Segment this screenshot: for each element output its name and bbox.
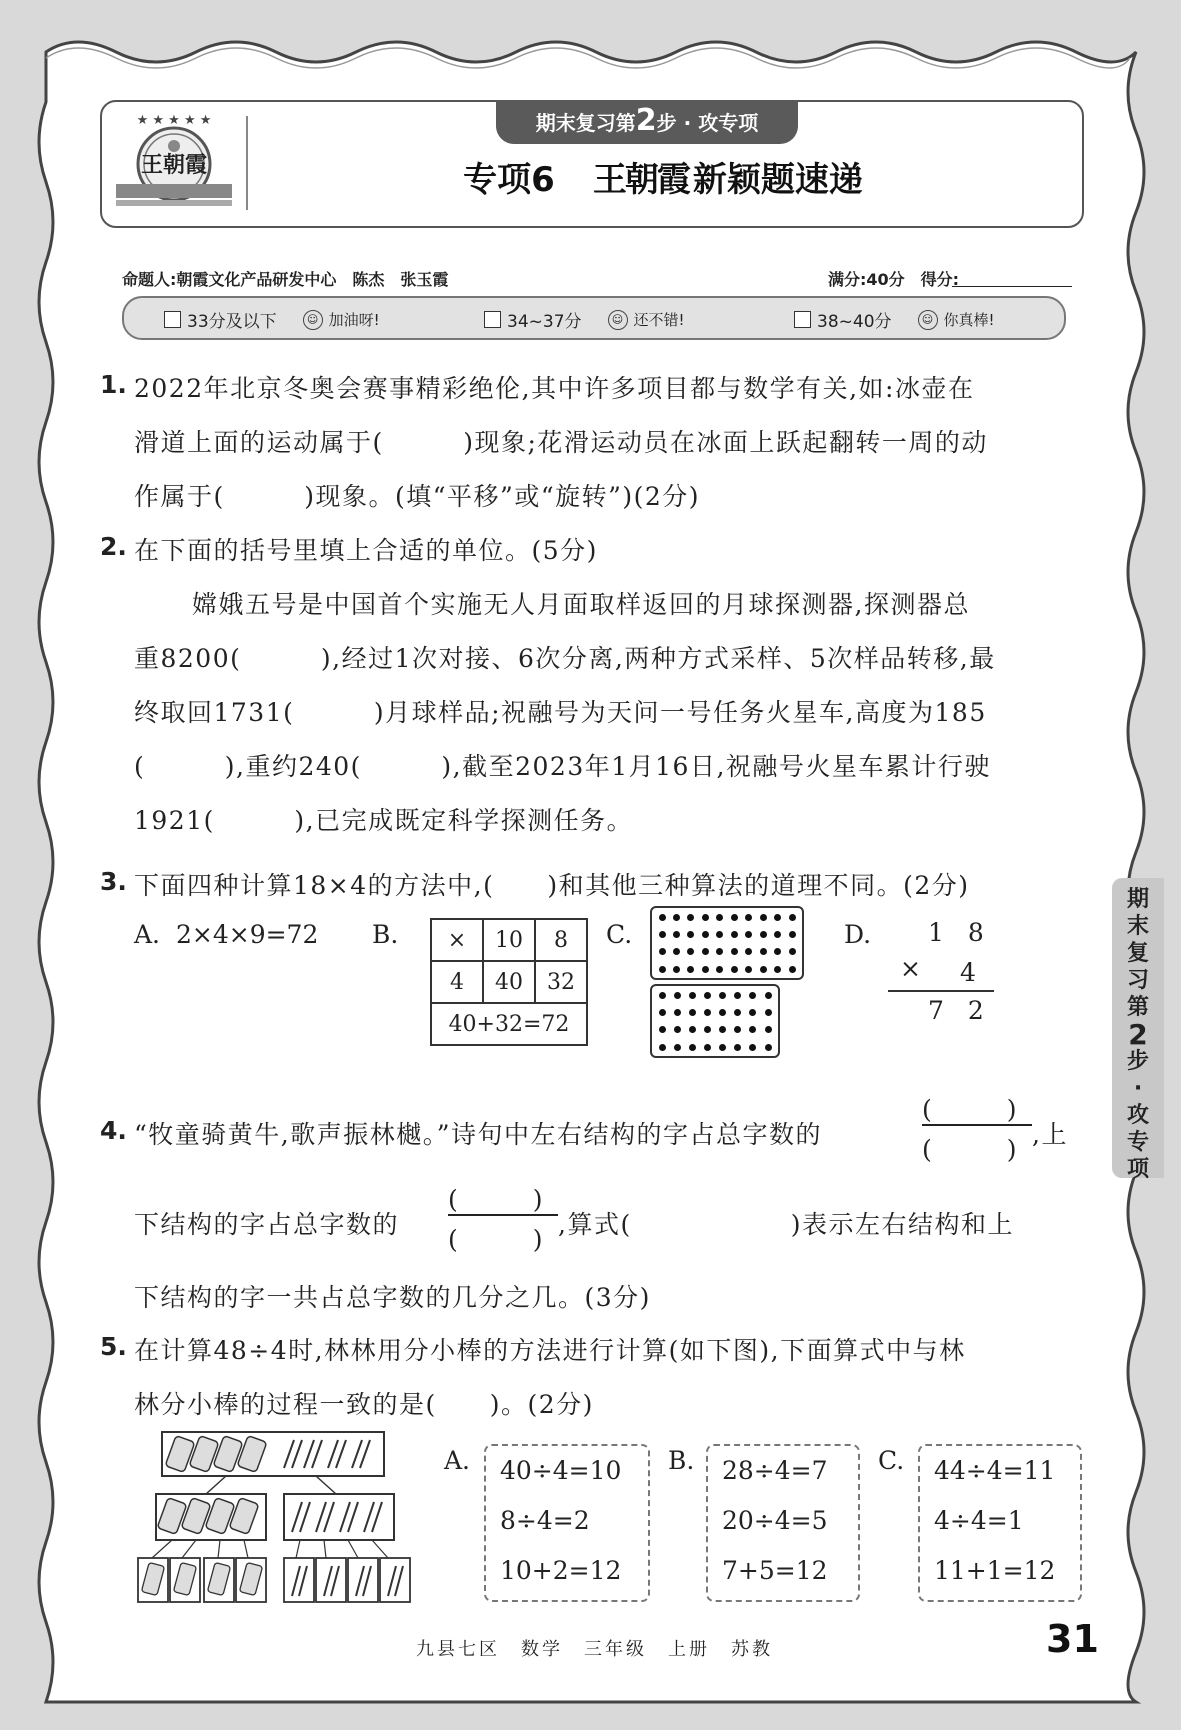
dot <box>659 1026 666 1033</box>
dot <box>716 966 723 973</box>
q2-line-6: 1921( ),已完成既定科学探测任务。 <box>134 806 634 835</box>
dot <box>789 966 796 973</box>
dot <box>789 914 796 921</box>
dot <box>749 1044 756 1051</box>
side-tab-char: 复 <box>1126 941 1149 966</box>
q2-line-2: 嫦娥五号是中国首个实施无人月面取样返回的月球探测器,探测器总 <box>192 590 970 619</box>
side-tab-char: 末 <box>1126 914 1149 939</box>
q4-frac1-numerator[interactable]: ( ) <box>922 1095 1017 1124</box>
dot <box>719 992 726 999</box>
dot <box>704 1044 711 1051</box>
dot <box>760 966 767 973</box>
checkbox-icon[interactable] <box>164 311 181 328</box>
dot <box>765 1026 772 1033</box>
q2-line-4: 终取回1731( )月球样品;祝融号为天问一号任务火星车,高度为185 <box>134 698 987 727</box>
q4-line-1-tail: ,上 <box>1032 1120 1068 1149</box>
q4-frac2-denominator[interactable]: ( ) <box>448 1225 543 1254</box>
side-tab-char: 习 <box>1126 968 1149 993</box>
dot <box>774 914 781 921</box>
rating-message: 还不错! <box>633 311 685 329</box>
q5-line-1: 在计算48÷4时,林林用分小棒的方法进行计算(如下图),下面算式中与林 <box>134 1336 966 1365</box>
q3-option-c-label[interactable]: C. <box>606 920 633 949</box>
dot <box>749 992 756 999</box>
score-blank[interactable] <box>952 286 1072 287</box>
logo-text: 王朝霞 <box>140 152 208 178</box>
dot <box>673 914 680 921</box>
dot <box>716 931 723 938</box>
page-title <box>246 152 1080 201</box>
stick-bundles-diagram <box>136 1430 436 1614</box>
q1-line-3: 作属于( )现象。(填“平移”或“旋转”)(2分) <box>134 482 701 511</box>
q4-line-2-pre: 下结构的字占总字数的 <box>134 1210 400 1239</box>
vertical-calc-top: 1 8 <box>928 918 992 947</box>
dot <box>731 914 738 921</box>
rating-high[interactable] <box>794 307 995 332</box>
dot <box>687 966 694 973</box>
table-cell: 8 <box>535 919 587 961</box>
dot <box>774 948 781 955</box>
q3-option-d-label[interactable]: D. <box>844 920 872 949</box>
q5-number: 5. <box>100 1332 127 1361</box>
dot <box>719 1026 726 1033</box>
dot <box>702 931 709 938</box>
dot <box>659 1044 666 1051</box>
table-cell: 4 <box>431 961 483 1003</box>
q4-frac1-denominator[interactable]: ( ) <box>922 1135 1017 1164</box>
table-sum-cell: 40+32=72 <box>431 1003 587 1045</box>
svg-text:★ ★ ★ ★ ★: ★ ★ ★ ★ ★ <box>136 113 212 128</box>
dot <box>760 931 767 938</box>
dot <box>689 992 696 999</box>
banner-step-number: 2 <box>635 103 657 138</box>
title-brand: 王朝霞 <box>592 160 689 200</box>
dot <box>734 1026 741 1033</box>
side-tab-char: 步 <box>1126 1049 1149 1074</box>
dot <box>760 914 767 921</box>
dot <box>659 992 666 999</box>
q5-option-c-line-3: 11+1=12 <box>934 1556 1056 1585</box>
dot <box>704 1026 711 1033</box>
dot <box>745 948 752 955</box>
dot <box>689 1044 696 1051</box>
q2-line-5: ( ),重约240( ),截至2023年1月16日,祝融号火星车累计行驶 <box>134 752 991 781</box>
vertical-calc-multiplier: 4 <box>960 958 976 987</box>
q5-option-c-label[interactable]: C. <box>878 1446 905 1475</box>
rating-low[interactable] <box>164 307 380 332</box>
vertical-calc-operator: × <box>900 954 921 983</box>
q3-number: 3. <box>100 867 127 896</box>
smiley-icon: ☺ <box>608 310 628 330</box>
table-cell: 10 <box>483 919 535 961</box>
dot <box>702 914 709 921</box>
dot <box>674 1044 681 1051</box>
dot <box>765 992 772 999</box>
dot <box>749 1026 756 1033</box>
q4-line-3: 下结构的字一共占总字数的几分之几。(3分) <box>134 1283 651 1312</box>
dot <box>659 948 666 955</box>
q2-number: 2. <box>100 532 127 561</box>
q5-option-a-line-2: 8÷4=2 <box>500 1506 590 1535</box>
dot <box>659 1009 666 1016</box>
rating-mid[interactable] <box>484 307 685 332</box>
banner-post: 步 · 攻专项 <box>656 111 759 135</box>
table-cell: 40 <box>483 961 535 1003</box>
author-line: 命题人:朝霞文化产品研发中心 陈杰 张玉霞 <box>122 270 449 289</box>
dot <box>673 966 680 973</box>
dot <box>687 948 694 955</box>
dot <box>719 1044 726 1051</box>
dot <box>689 1009 696 1016</box>
dot <box>765 1009 772 1016</box>
rating-message: 加油呀! <box>328 311 380 329</box>
side-tab-char: 2 <box>1128 1018 1148 1051</box>
full-score: 满分:40分 得分: <box>828 270 960 289</box>
q4-frac2-numerator[interactable]: ( ) <box>448 1185 543 1214</box>
fraction-bar <box>448 1214 558 1216</box>
q5-option-c-line-1: 44÷4=11 <box>934 1456 1056 1485</box>
dot <box>674 992 681 999</box>
brand-logo <box>110 110 238 218</box>
title-suffix: 新颖题速递 <box>692 160 863 200</box>
title-prefix: 专项6 <box>463 160 555 200</box>
rating-range: 33分及以下 <box>187 312 277 332</box>
self-rating-bar <box>122 296 1066 340</box>
checkbox-icon[interactable] <box>794 311 811 328</box>
dot <box>719 1009 726 1016</box>
dot <box>745 931 752 938</box>
worksheet-page <box>16 12 1164 1718</box>
smiley-icon: ☺ <box>918 310 938 330</box>
dot <box>734 1044 741 1051</box>
dot <box>702 948 709 955</box>
side-tab-char: 项 <box>1126 1157 1149 1182</box>
table-cell: 32 <box>535 961 587 1003</box>
q4-line-2-post: ,算式( )表示左右结构和上 <box>558 1210 1014 1239</box>
rating-range: 34~37分 <box>507 312 582 332</box>
side-tab-char: · <box>1133 1076 1143 1101</box>
dot <box>659 931 666 938</box>
page-number: 31 <box>1046 1617 1099 1661</box>
dot <box>731 948 738 955</box>
side-tab-char: 期 <box>1126 887 1149 912</box>
q5-line-2: 林分小棒的过程一致的是( )。(2分) <box>134 1390 594 1419</box>
q3-line-1: 下面四种计算18×4的方法中,( )和其他三种算法的道理不同。(2分) <box>134 871 970 900</box>
q4-line-1: “牧童骑黄牛,歌声振林樾。”诗句中左右结构的字占总字数的 <box>134 1120 823 1149</box>
q4-number: 4. <box>100 1116 127 1145</box>
footer-info: 九县七区 数学 三年级 上册 苏教 <box>416 1639 773 1660</box>
dot <box>716 948 723 955</box>
q2-line-3: 重8200( ),经过1次对接、6次分离,两种方式采样、5次样品转移,最 <box>134 644 996 673</box>
q3-option-b-label[interactable]: B. <box>372 920 399 949</box>
vertical-calc-result: 7 2 <box>928 996 992 1025</box>
q5-option-a-line-3: 10+2=12 <box>500 1556 622 1585</box>
dot <box>734 992 741 999</box>
dot <box>765 1044 772 1051</box>
dot <box>673 948 680 955</box>
side-tab-char: 专 <box>1126 1130 1149 1155</box>
q5-option-a-label[interactable]: A. <box>444 1446 471 1475</box>
q3-option-a-label[interactable]: A. <box>134 920 161 949</box>
rating-range: 38~40分 <box>817 312 892 332</box>
q5-option-c-line-2: 4÷4=1 <box>934 1506 1024 1535</box>
table-cell: × <box>431 919 483 961</box>
q3-option-b-table <box>430 918 588 1046</box>
dot <box>734 1009 741 1016</box>
dot <box>659 966 666 973</box>
side-tab-char: 第 <box>1126 995 1149 1020</box>
side-tab-label <box>1116 886 1160 1183</box>
dot <box>704 992 711 999</box>
dot <box>689 1026 696 1033</box>
dot <box>745 966 752 973</box>
fraction-bar <box>922 1124 1032 1126</box>
dot <box>745 914 752 921</box>
q5-option-a-line-1: 40÷4=10 <box>500 1456 622 1485</box>
stage-banner <box>496 100 798 144</box>
dot <box>702 966 709 973</box>
q1-line-1: 2022年北京冬奥会赛事精彩绝伦,其中许多项目都与数学有关,如:冰壶在 <box>134 374 975 403</box>
dot <box>749 1009 756 1016</box>
dot <box>760 948 767 955</box>
q3-option-a-formula: 2×4×9=72 <box>176 920 319 949</box>
dot <box>789 931 796 938</box>
q1-number: 1. <box>100 370 127 399</box>
q5-option-b-line-2: 20÷4=5 <box>722 1506 828 1535</box>
dot <box>674 1009 681 1016</box>
q2-line-1: 在下面的括号里填上合适的单位。(5分) <box>134 536 598 565</box>
dot <box>687 931 694 938</box>
side-tab-char: 攻 <box>1126 1103 1149 1128</box>
q3-dot-array-top <box>650 906 804 980</box>
dot <box>731 931 738 938</box>
q3-dot-array-bottom <box>650 984 780 1058</box>
q5-option-b-label[interactable]: B. <box>668 1446 695 1475</box>
smiley-icon: ☺ <box>303 310 323 330</box>
banner-pre: 期末复习第 <box>535 111 636 135</box>
vertical-calc-line <box>888 990 994 992</box>
dot <box>673 931 680 938</box>
dot <box>774 966 781 973</box>
dot <box>674 1026 681 1033</box>
dot <box>704 1009 711 1016</box>
checkbox-icon[interactable] <box>484 311 501 328</box>
q5-option-b-line-1: 28÷4=7 <box>722 1456 828 1485</box>
dot <box>687 914 694 921</box>
q5-option-b-line-3: 7+5=12 <box>722 1556 828 1585</box>
q1-line-2: 滑道上面的运动属于( )现象;花滑运动员在冰面上跃起翻转一周的动 <box>134 428 988 457</box>
dot <box>789 948 796 955</box>
dot <box>774 931 781 938</box>
rating-message: 你真棒! <box>943 311 995 329</box>
dot <box>659 914 666 921</box>
dot <box>716 914 723 921</box>
dot <box>731 966 738 973</box>
